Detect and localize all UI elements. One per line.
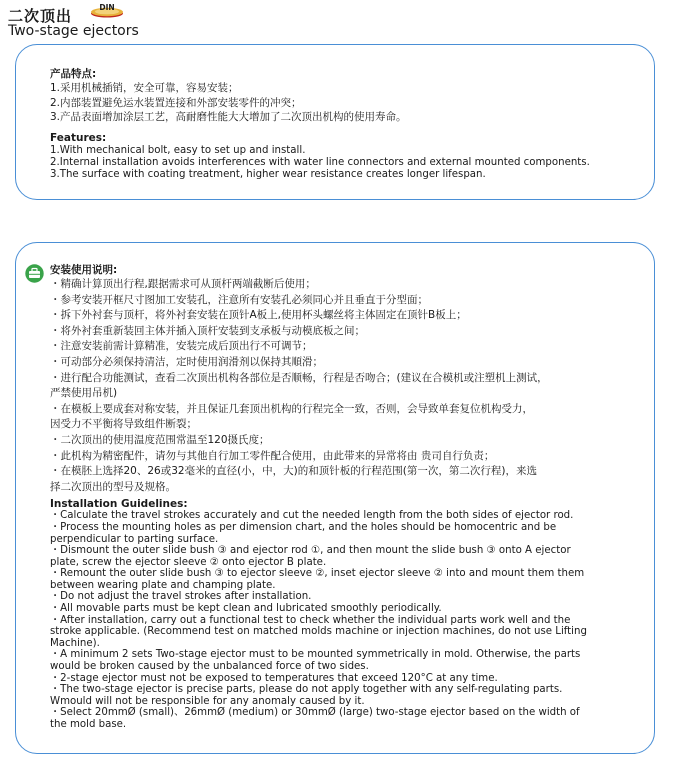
features-panel: [15, 44, 655, 200]
guideline-en-line: the mold base.: [50, 719, 127, 730]
guideline-en-line: Wmould will not be responsible for any anomaly caused by it.: [50, 695, 365, 707]
guideline-en-line: perpendicular to parting surface.: [50, 533, 219, 545]
guideline-cn-line: ・精确计算顶出行程,跟据需求可从顶杆两端截断后使用；: [50, 278, 316, 290]
guideline-cn-line: ・在模胚上选择20、26或32毫米的直径(小，中，大)的和顶针板的行程范围(第一次，第二次行程)，来选: [50, 465, 537, 478]
page-title-en: Two-stage ejectors: [8, 23, 139, 39]
feature-en-line: 2.Internal installation avoids interferences with water line connectors and external mounted components.: [50, 156, 590, 168]
guideline-en-line: ・The two-stage ejector is precise parts, please do not apply together with any self-regulating parts.: [50, 684, 563, 696]
feature-cn-line: 2.内部装置避免运水装置连接和外部安装零件的冲突；: [50, 96, 302, 109]
guideline-en-line: ・Remount the outer slide bush ③ to ejector sleeve ②, inset ejector sleeve ② into and mount them them: [50, 568, 585, 580]
guideline-cn-line: ・二次顶出的使用温度范围常温至120摄氏度；: [50, 433, 270, 446]
guideline-en-line: ・Dismount the outer slide bush ③ and ejector rod ①, and then mount the slide bush ③ onto A ejector: [50, 545, 571, 557]
guideline-en-line: ・Process the mounting holes as per dimension chart, and the holes should be homocentric and be: [50, 521, 557, 533]
guidelines-panel: [15, 242, 655, 754]
din-badge-icon: [90, 4, 124, 18]
features-content: [50, 67, 590, 181]
guideline-en-line: ・Calculate the travel strokes accurately and cut the needed length from the both sides of ejector rod.: [50, 510, 574, 522]
badge-label: DIN: [99, 4, 115, 12]
guideline-en-line: ・After installation, carry out a functional test to check whether the individual parts work well and the: [50, 614, 571, 626]
guidelines-heading-cn: 安装使用说明:: [50, 264, 118, 276]
features-heading-cn: 产品特点:: [50, 68, 97, 80]
guideline-en-line: ・2-stage ejector must not be exposed to temperatures that exceed 120°C at any time.: [50, 672, 498, 684]
guideline-cn-line: ・拆下外衬套与顶杆，将外衬套安装在顶针A板上,使用杯头螺丝将主体固定在顶针B板上；: [50, 309, 467, 322]
guideline-en-line: stroke applicable. (Recommend test on matched molds machine or injection machines, do not use Lifting: [50, 626, 587, 638]
guideline-cn-line: ・在模板上要成套对称安装，并且保证几套顶出机构的行程完全一致，否则，会导致单套复位机构受力，: [50, 402, 533, 415]
guideline-en-line: ・All movable parts must be kept clean and lubricated smoothly periodically.: [50, 603, 442, 615]
guideline-en-line: plate, screw the ejector sleeve ② onto ejector B plate.: [50, 556, 327, 568]
tool-icon: [25, 264, 44, 283]
guideline-cn-line: 择二次顶出的型号及规格。: [50, 480, 176, 493]
guideline-cn-line: ・可动部分必须保持清洁，定时使用润滑剂以保持其順滑；: [50, 355, 323, 368]
feature-cn-line: 3.产品表面增加涂层工艺，高耐磨性能大大增加了二次顶出机构的使用寿命。: [50, 111, 407, 123]
guidelines-content: [50, 263, 587, 731]
guideline-en-line: ・A minimum 2 sets Two-stage ejector must to be mounted symmetrically in mold. Otherwise, the parts: [50, 649, 581, 661]
features-heading-en: Features:: [50, 131, 107, 144]
guideline-cn-line: ・注意安装前需计算精准，安装完成后顶出行不可调节；: [50, 340, 313, 353]
guideline-cn-line: ・此机构为精密配件，请勿与其他自行加工零件配合使用，由此带来的异常将由 贵司自行负责；: [50, 449, 495, 462]
guideline-en-line: between wearing plate and champing plate.: [50, 579, 276, 591]
guideline-cn-line: ・进行配合功能测试，查看二次顶出机构各部位是否顺畅，行程是否吻合；(建议在合模机或注塑机上测试，: [50, 371, 548, 384]
guideline-en-line: would be broken caused by the unbalanced force of two sides.: [50, 661, 369, 673]
page-title-cn: 二次顶出: [8, 7, 73, 25]
guideline-en-line: Machine).: [50, 637, 100, 649]
guideline-cn-line: ・参考安装开框尺寸图加工安装孔，注意所有安装孔必须同心并且垂直于分型面；: [50, 293, 428, 306]
feature-en-line: 3.The surface with coating treatment, higher wear resistance creates longer lifespan.: [50, 168, 486, 180]
guideline-cn-line: 严禁使用吊机): [50, 387, 118, 400]
guidelines-heading-en: Installation Guidelines:: [50, 498, 188, 511]
feature-cn-line: 1.采用机械插销，安全可靠，容易安装；: [50, 82, 239, 94]
guideline-en-line: ・Select 20mmØ (small)、26mmØ (medium) or 30mmØ (large) two-stage ejector based on the width of: [50, 707, 580, 719]
feature-en-line: 1.With mechanical bolt, easy to set up and install.: [50, 144, 306, 156]
guideline-cn-line: ・将外衬套重新装回主体并插入顶杆安装到支承板与动模底板之间；: [50, 324, 365, 337]
guideline-en-line: ・Do not adjust the travel strokes after installation.: [50, 591, 312, 603]
guideline-cn-line: 因受力不平衡将导致组件断裂；: [50, 418, 197, 431]
